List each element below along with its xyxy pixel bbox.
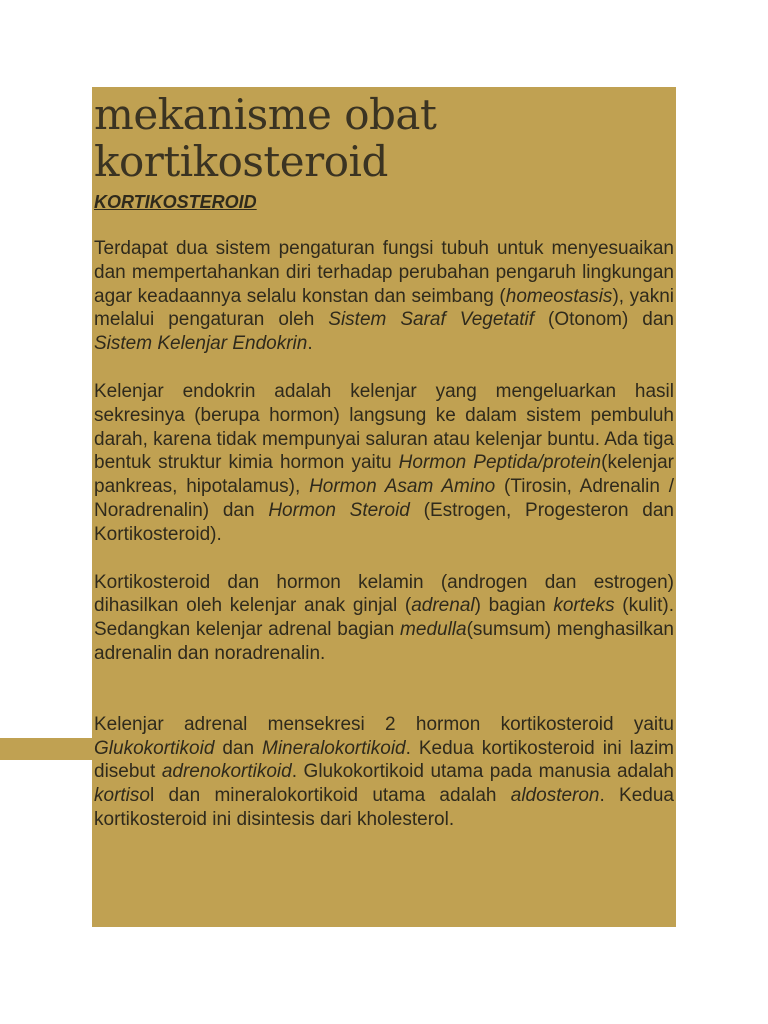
text-segment-italic: homeostasis	[505, 285, 613, 307]
text-segment: . Kedua kortikosteroid ini lazim disebut	[94, 737, 674, 783]
text-segment: (sumsum) menghasilkan adrenalin dan noradrenalin.	[94, 619, 675, 664]
text-segment: (Otonom) dan	[534, 309, 674, 331]
decorative-side-bar	[0, 738, 93, 760]
text-segment-italic: adrenal	[411, 595, 475, 617]
text-segment-italic: Hormon Steroid	[268, 499, 410, 521]
section-heading: KORTIKOSTEROID	[94, 192, 257, 212]
text-segment: Kortikosteroid dan hormon kelamin (androgen dan estrogen) dihasilkan oleh kelenjar anak ginjal (	[94, 571, 674, 617]
text-segment-italic: adrenokortikoid	[161, 761, 292, 783]
text-segment-italic: Sistem Kelenjar Endokrin	[94, 333, 308, 355]
text-segment-italic: kortiso	[94, 785, 150, 807]
text-segment: (kulit). Sedangkan kelenjar adrenal bagian	[94, 595, 674, 641]
text-segment-italic: Glukokortikoid	[94, 737, 215, 759]
text-segment-italic: korteks	[553, 595, 615, 617]
text-segment-italic: Hormon Peptida/protein	[398, 452, 602, 474]
paragraph-2	[94, 380, 674, 547]
text-segment-italic: medulla	[400, 619, 467, 641]
text-segment-italic: Sistem Saraf Vegetatif	[328, 309, 535, 331]
text-segment-italic: Mineralokortikoid	[262, 737, 406, 759]
text-segment: dan	[214, 737, 262, 759]
text-segment: ) bagian	[474, 595, 554, 617]
paragraph-1	[94, 237, 674, 356]
text-segment: . Glukokortikoid utama pada manusia adalah	[291, 761, 674, 783]
text-segment: ), yakni melalui pengaturan oleh	[94, 285, 674, 331]
text-segment: (Estrogen, Progesteron dan Kortikosteroid).	[94, 499, 675, 545]
text-segment-italic: aldosteron	[510, 785, 600, 807]
document-panel	[92, 87, 676, 927]
text-segment-italic: Hormon Asam Amino	[309, 476, 496, 498]
text-segment: (Tirosin, Adrenalin / Noradrenalin) dan	[94, 476, 674, 521]
text-segment: Kelenjar endokrin adalah kelenjar yang mengeluarkan hasil sekresinya (berupa hormon) langsung ke dalam sistem pembuluh darah, karena tidak mempunyai saluran atau kelenjar buntu. Ada tiga bentuk struktur kimia hormon yaitu	[94, 380, 674, 474]
text-segment: Terdapat dua sistem pengaturan fungsi tubuh untuk menyesuaikan dan mempertahankan diri terhadap perubahan pengaruh lingkungan agar keadaannya selalu konstan dan seimbang (	[94, 238, 674, 307]
paragraph-3	[94, 571, 674, 666]
text-segment: l dan mineralokortikoid utama adalah	[149, 785, 511, 807]
text-segment: .	[307, 333, 313, 355]
paragraph-4	[94, 713, 674, 832]
text-segment: . Kedua kortikosteroid ini disintesis dari kholesterol.	[94, 785, 674, 830]
text-segment: (kelenjar pankreas, hipotalamus),	[94, 452, 674, 498]
page-title: mekanisme obat kortikosteroid	[94, 90, 437, 186]
text-segment: Kelenjar adrenal mensekresi 2 hormon kortikosteroid yaitu	[94, 713, 674, 735]
